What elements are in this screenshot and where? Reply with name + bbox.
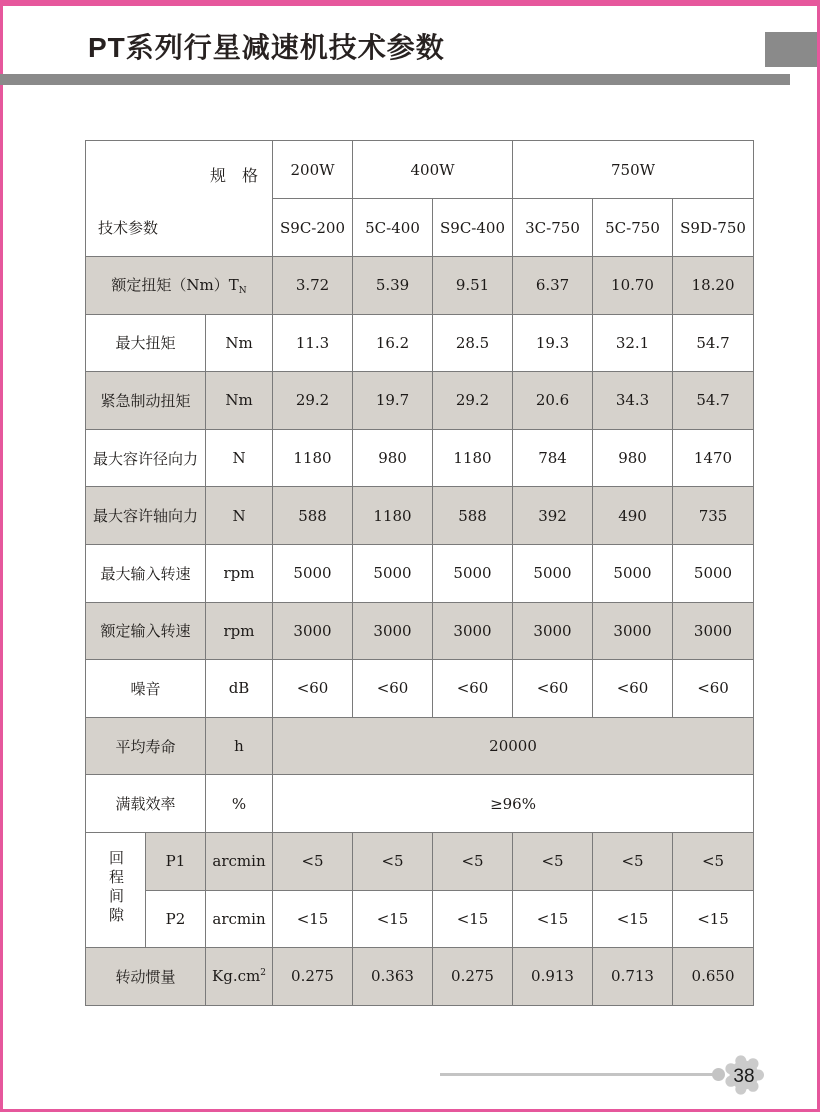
value-cell: <5 <box>433 832 513 890</box>
value-cell: 0.275 <box>273 948 353 1006</box>
value-cell: 32.1 <box>593 314 673 372</box>
model-header: 3C-750 <box>513 199 593 257</box>
value-cell: 392 <box>513 487 593 545</box>
corner-params-label: 技术参数 <box>98 219 159 237</box>
value-cell: 10.70 <box>593 257 673 315</box>
value-cell: <60 <box>353 660 433 718</box>
value-cell: <15 <box>673 890 754 948</box>
model-header: S9D-750 <box>673 199 754 257</box>
row-label: P1 <box>146 832 206 890</box>
row-label-subscript: N <box>238 286 247 297</box>
page-footer-line <box>440 1073 716 1076</box>
value-cell: 9.51 <box>433 257 513 315</box>
value-cell: 588 <box>433 487 513 545</box>
power-group-header: 400W <box>353 141 513 199</box>
value-cell: 0.913 <box>513 948 593 1006</box>
row-label <box>86 257 273 315</box>
gear-icon <box>721 1052 767 1098</box>
value-cell: 0.650 <box>673 948 754 1006</box>
backlash-group-label-text: 回程间隙 <box>107 850 125 927</box>
unit-cell: Nm <box>206 372 273 430</box>
value-cell: 5.39 <box>353 257 433 315</box>
model-header: S9C-400 <box>433 199 513 257</box>
row-label: 噪音 <box>86 660 206 718</box>
value-cell: 5000 <box>273 544 353 602</box>
value-cell: 18.20 <box>673 257 754 315</box>
value-cell: 1470 <box>673 429 754 487</box>
unit-cell: rpm <box>206 544 273 602</box>
value-cell: <15 <box>273 890 353 948</box>
unit-cell: N <box>206 487 273 545</box>
value-cell: 6.37 <box>513 257 593 315</box>
value-cell: 1180 <box>353 487 433 545</box>
row-label: 额定输入转速 <box>86 602 206 660</box>
row-label: 最大容许轴向力 <box>86 487 206 545</box>
value-cell: 5000 <box>513 544 593 602</box>
value-cell: 3000 <box>273 602 353 660</box>
value-cell: 5000 <box>593 544 673 602</box>
row-label: 紧急制动扭矩 <box>86 372 206 430</box>
title-accent-bar <box>0 74 790 85</box>
merged-value-cell: ≥96% <box>273 775 754 833</box>
unit-cell: N <box>206 429 273 487</box>
value-cell: 980 <box>353 429 433 487</box>
unit-cell: rpm <box>206 602 273 660</box>
unit-superscript: 2 <box>260 968 266 979</box>
value-cell: 28.5 <box>433 314 513 372</box>
page-number: 38 <box>733 1066 755 1087</box>
value-cell: <5 <box>513 832 593 890</box>
value-cell: 784 <box>513 429 593 487</box>
unit-cell: dB <box>206 660 273 718</box>
value-cell: 19.7 <box>353 372 433 430</box>
model-header: S9C-200 <box>273 199 353 257</box>
power-group-header: 200W <box>273 141 353 199</box>
row-label: 最大容许径向力 <box>86 429 206 487</box>
value-cell: 3000 <box>673 602 754 660</box>
unit-text: Kg.cm <box>212 967 261 986</box>
value-cell: 54.7 <box>673 314 754 372</box>
value-cell: 5000 <box>433 544 513 602</box>
model-header: 5C-750 <box>593 199 673 257</box>
row-label: 最大扭矩 <box>86 314 206 372</box>
value-cell: 3000 <box>593 602 673 660</box>
value-cell: <5 <box>673 832 754 890</box>
unit-cell: h <box>206 717 273 775</box>
unit-cell: arcmin <box>206 890 273 948</box>
value-cell: 11.3 <box>273 314 353 372</box>
row-label: 满载效率 <box>86 775 206 833</box>
value-cell: 735 <box>673 487 754 545</box>
corner-cell <box>86 141 273 257</box>
value-cell: 1180 <box>433 429 513 487</box>
value-cell: <60 <box>673 660 754 718</box>
page-border-top <box>0 0 820 6</box>
value-cell: 1180 <box>273 429 353 487</box>
value-cell: <15 <box>593 890 673 948</box>
value-cell: 29.2 <box>273 372 353 430</box>
value-cell: <5 <box>593 832 673 890</box>
value-cell: <15 <box>353 890 433 948</box>
value-cell: <5 <box>273 832 353 890</box>
spec-table <box>85 140 754 1006</box>
value-cell: 20.6 <box>513 372 593 430</box>
value-cell: <15 <box>513 890 593 948</box>
row-label: 转动惯量 <box>86 948 206 1006</box>
power-group-header: 750W <box>513 141 754 199</box>
value-cell: <5 <box>353 832 433 890</box>
value-cell: 19.3 <box>513 314 593 372</box>
value-cell: 3000 <box>353 602 433 660</box>
value-cell: <60 <box>513 660 593 718</box>
value-cell: <60 <box>273 660 353 718</box>
value-cell: 16.2 <box>353 314 433 372</box>
value-cell: 5000 <box>673 544 754 602</box>
value-cell: 588 <box>273 487 353 545</box>
value-cell: 3.72 <box>273 257 353 315</box>
value-cell: 980 <box>593 429 673 487</box>
value-cell: <15 <box>433 890 513 948</box>
unit-cell: Nm <box>206 314 273 372</box>
title-accent-square <box>765 32 817 67</box>
value-cell: 5000 <box>353 544 433 602</box>
page-title: PT系列行星减速机技术参数 <box>88 32 445 63</box>
value-cell: 0.275 <box>433 948 513 1006</box>
row-label-text: 额定扭矩（Nm）T <box>111 276 239 295</box>
row-label: 平均寿命 <box>86 717 206 775</box>
unit-cell <box>206 948 273 1006</box>
model-header: 5C-400 <box>353 199 433 257</box>
merged-value-cell: 20000 <box>273 717 754 775</box>
value-cell: 3000 <box>513 602 593 660</box>
corner-spec-label: 规 格 <box>210 166 259 185</box>
unit-cell: % <box>206 775 273 833</box>
row-label: P2 <box>146 890 206 948</box>
unit-cell: arcmin <box>206 832 273 890</box>
row-label: 最大输入转速 <box>86 544 206 602</box>
value-cell: 29.2 <box>433 372 513 430</box>
value-cell: <60 <box>433 660 513 718</box>
value-cell: 490 <box>593 487 673 545</box>
value-cell: <60 <box>593 660 673 718</box>
value-cell: 0.363 <box>353 948 433 1006</box>
backlash-group-label <box>86 832 146 947</box>
value-cell: 54.7 <box>673 372 754 430</box>
value-cell: 34.3 <box>593 372 673 430</box>
page-border-left <box>0 0 3 1112</box>
value-cell: 0.713 <box>593 948 673 1006</box>
value-cell: 3000 <box>433 602 513 660</box>
